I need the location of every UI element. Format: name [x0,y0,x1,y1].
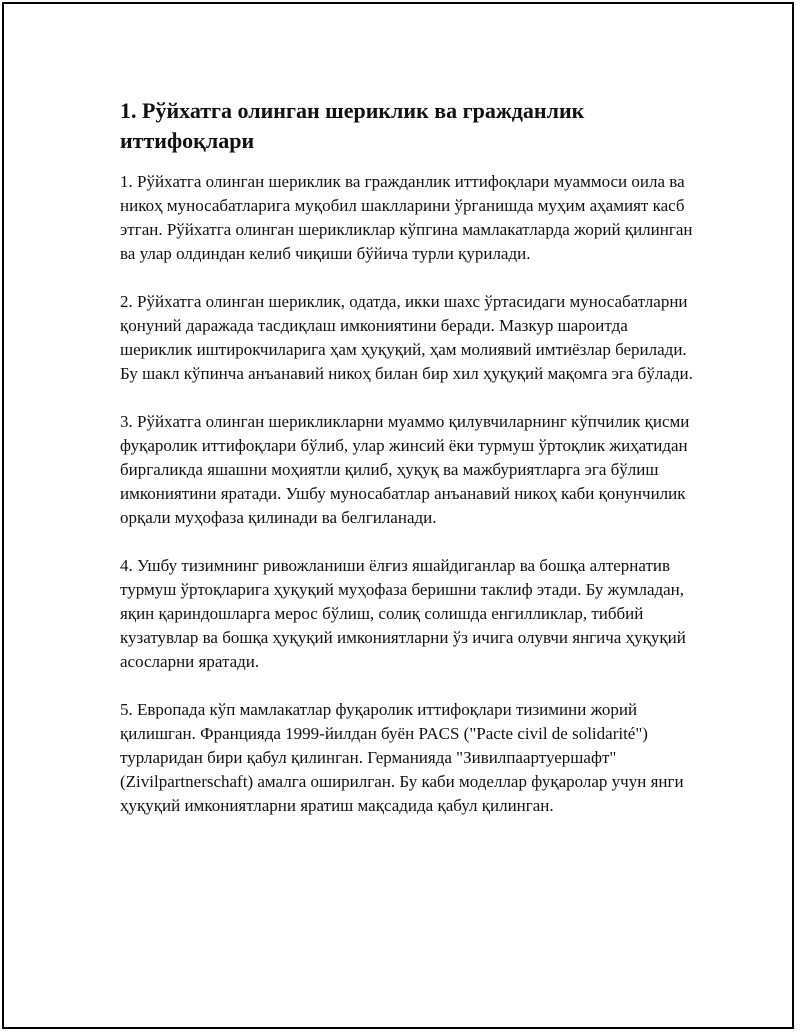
paragraph-2: 2. Рўйхатга олинган шериклик, одатда, икки шахс ўртасидаги муносабатларни қонуний даражада тасдиқлаш имкониятини беради. Мазкур шароитда шериклик иштирокчиларига ҳам ҳуқуқий, ҳам молиявий имтиёзлар берилади. Бу шакл кўпинча анъанавий никоҳ билан бир хил ҳуқуқий мақомга эга бўлади. [120,292,693,383]
paragraph-1: 1. Рўйхатга олинган шериклик ва гражданлик иттифоқлари муаммоси оила ва никоҳ муносабатларига муқобил шаклларини ўрганишда муҳим аҳамият касб этган. Рўйхатга олинган шерикликлар кўпгина мамлакатларда жорий қилинган ва улар олдиндан келиб чиқиши бўйича турли қурилади. [120,172,693,263]
document-page [2,2,794,1029]
document-body [120,96,698,842]
paragraph-5: 5. Европада кўп мамлакатлар фуқаролик иттифоқлари тизимини жорий қилишган. Францияда 1999-йилдан буён PACS ("Pacte civil de solidarité") турларидан бири қабул қилинган. Германияда "Зивилпаартуершафт" (Zivilpartnerschaft) амалга оширилган. Бу каби моделлар фуқаролар учун янги ҳуқуқий имкониятларни яратиш мақсадида қабул қилинган. [120,700,684,815]
paragraph-4: 4. Ушбу тизимнинг ривожланиши ёлғиз яшайдиганлар ва бошқа алтернатив турмуш ўртоқларига ҳуқуқий муҳофаза беришни таклиф этади. Бу жумладан, яқин қариндошларга мерос бўлиш, солиқ солишда енгилликлар, тиббий кузатувлар ва бошқа ҳуқуқий имкониятларни ўз ичига олувчи янгича ҳуқуқий асосларни яратади. [120,556,686,671]
paragraph-3: 3. Рўйхатга олинган шерикликларни муаммо қилувчиларнинг кўпчилик қисми фуқаролик иттифоқлари бўлиб, улар жинсий ёки турмуш ўртоқлик жиҳатидан биргаликда яшашни моҳиятли қилиб, ҳуқуқ ва мажбуриятларга эга бўлиш имкониятини яратади. Ушбу муносабатлар анъанавий никоҳ каби қонунчилик орқали муҳофаза қилинади ва белгиланади. [120,412,690,527]
document-title: 1. Рўйхатга олинган шериклик ва гражданлик иттифоқлари [120,98,585,153]
